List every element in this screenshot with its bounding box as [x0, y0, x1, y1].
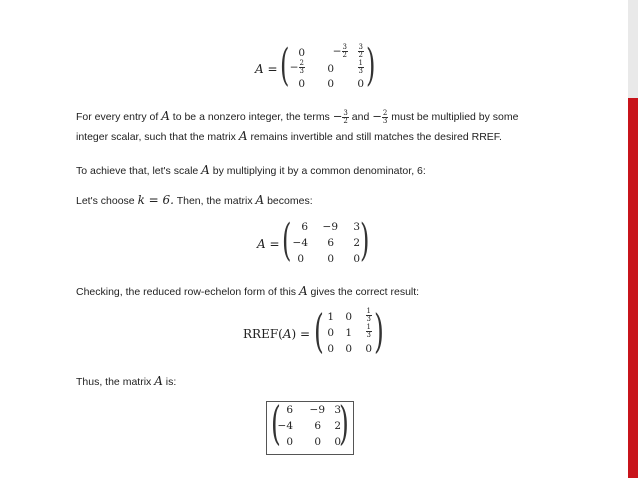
- matrix-cell: $\frac{1}{3}$: [366, 307, 371, 323]
- left-paren: (: [282, 215, 292, 266]
- paragraph: Checking, the reduced row-echelon form of this A gives the correct result:: [76, 284, 420, 298]
- matrix-cell: 1: [327, 311, 334, 323]
- right-paren: ): [366, 40, 376, 91]
- left-paren: (: [314, 304, 324, 358]
- matrix-label: A =: [255, 62, 278, 76]
- matrix-cell: 6: [327, 237, 334, 249]
- paragraph-line: For every entry of A to be a nonzero integer, the terms − $\frac{3}{2}$ and − $\frac{2}{3}$ must be multiplied by some: [76, 108, 519, 125]
- paragraph: Let's choose k = 6. Then, the matrix A becomes:: [76, 193, 313, 207]
- paragraph: Thus, the matrix A is:: [76, 374, 177, 388]
- left-paren: (: [271, 396, 281, 450]
- matrix-cell: $\frac{1}{3}$: [358, 59, 363, 75]
- matrix-cell: 2: [353, 237, 360, 249]
- matrix-cell: 0: [298, 47, 305, 59]
- matrix-cell: −4: [277, 420, 293, 432]
- paragraph: To achieve that, let's scale A by multiplying it by a common denominator, 6:: [76, 163, 426, 177]
- matrix-cell: 0: [297, 253, 304, 265]
- matrix-cell: −4: [292, 237, 308, 249]
- matrix-cell: 3: [334, 404, 341, 416]
- matrix-cell: 0: [334, 436, 341, 448]
- matrix-cell: $\frac{3}{2}$: [358, 43, 363, 59]
- matrix-cell: 0: [327, 63, 334, 75]
- matrix-cell: 0: [357, 78, 364, 90]
- matrix-cell: 0: [298, 78, 305, 90]
- paragraph-line: integer scalar, such that the matrix A remains invertible and still matches the desired RREF.: [76, 129, 502, 143]
- rref-label: RREF(A) =: [243, 327, 311, 341]
- matrix-cell: 6: [314, 420, 321, 432]
- matrix-cell: 0: [327, 78, 334, 90]
- final-answer-box: [266, 396, 354, 455]
- matrix-cell: −9: [309, 404, 325, 416]
- matrix-cell: 0: [353, 253, 360, 265]
- matrix-cell: 0: [345, 343, 352, 355]
- right-paren: ): [374, 304, 384, 358]
- matrix-cell: 6: [301, 221, 308, 233]
- matrix-cell: 0: [365, 343, 372, 355]
- matrix-cell: 2: [334, 420, 341, 432]
- matrix-label: A =: [257, 237, 280, 251]
- matrix-cell: $\frac{1}{3}$: [366, 323, 371, 339]
- matrix-cell: −9: [322, 221, 338, 233]
- matrix-cell: 0: [314, 436, 321, 448]
- matrix-cell: − $\frac{3}{2}$: [332, 43, 347, 59]
- matrix-cell: 0: [286, 436, 293, 448]
- right-paren: ): [360, 215, 370, 266]
- right-paren: ): [339, 396, 349, 450]
- matrix-cell: 3: [353, 221, 360, 233]
- matrix-cell: 0: [327, 327, 334, 339]
- matrix-cell: 1: [345, 327, 352, 339]
- matrix-cell: 0: [327, 343, 334, 355]
- slide-accent-bar: [628, 98, 638, 478]
- slide-side-bar: [628, 0, 638, 478]
- matrix-cell: − $\frac{2}{3}$: [289, 59, 304, 75]
- left-paren: (: [280, 40, 290, 91]
- matrix-cell: 0: [327, 253, 334, 265]
- matrix-cell: 0: [345, 311, 352, 323]
- matrix-cell: 6: [286, 404, 293, 416]
